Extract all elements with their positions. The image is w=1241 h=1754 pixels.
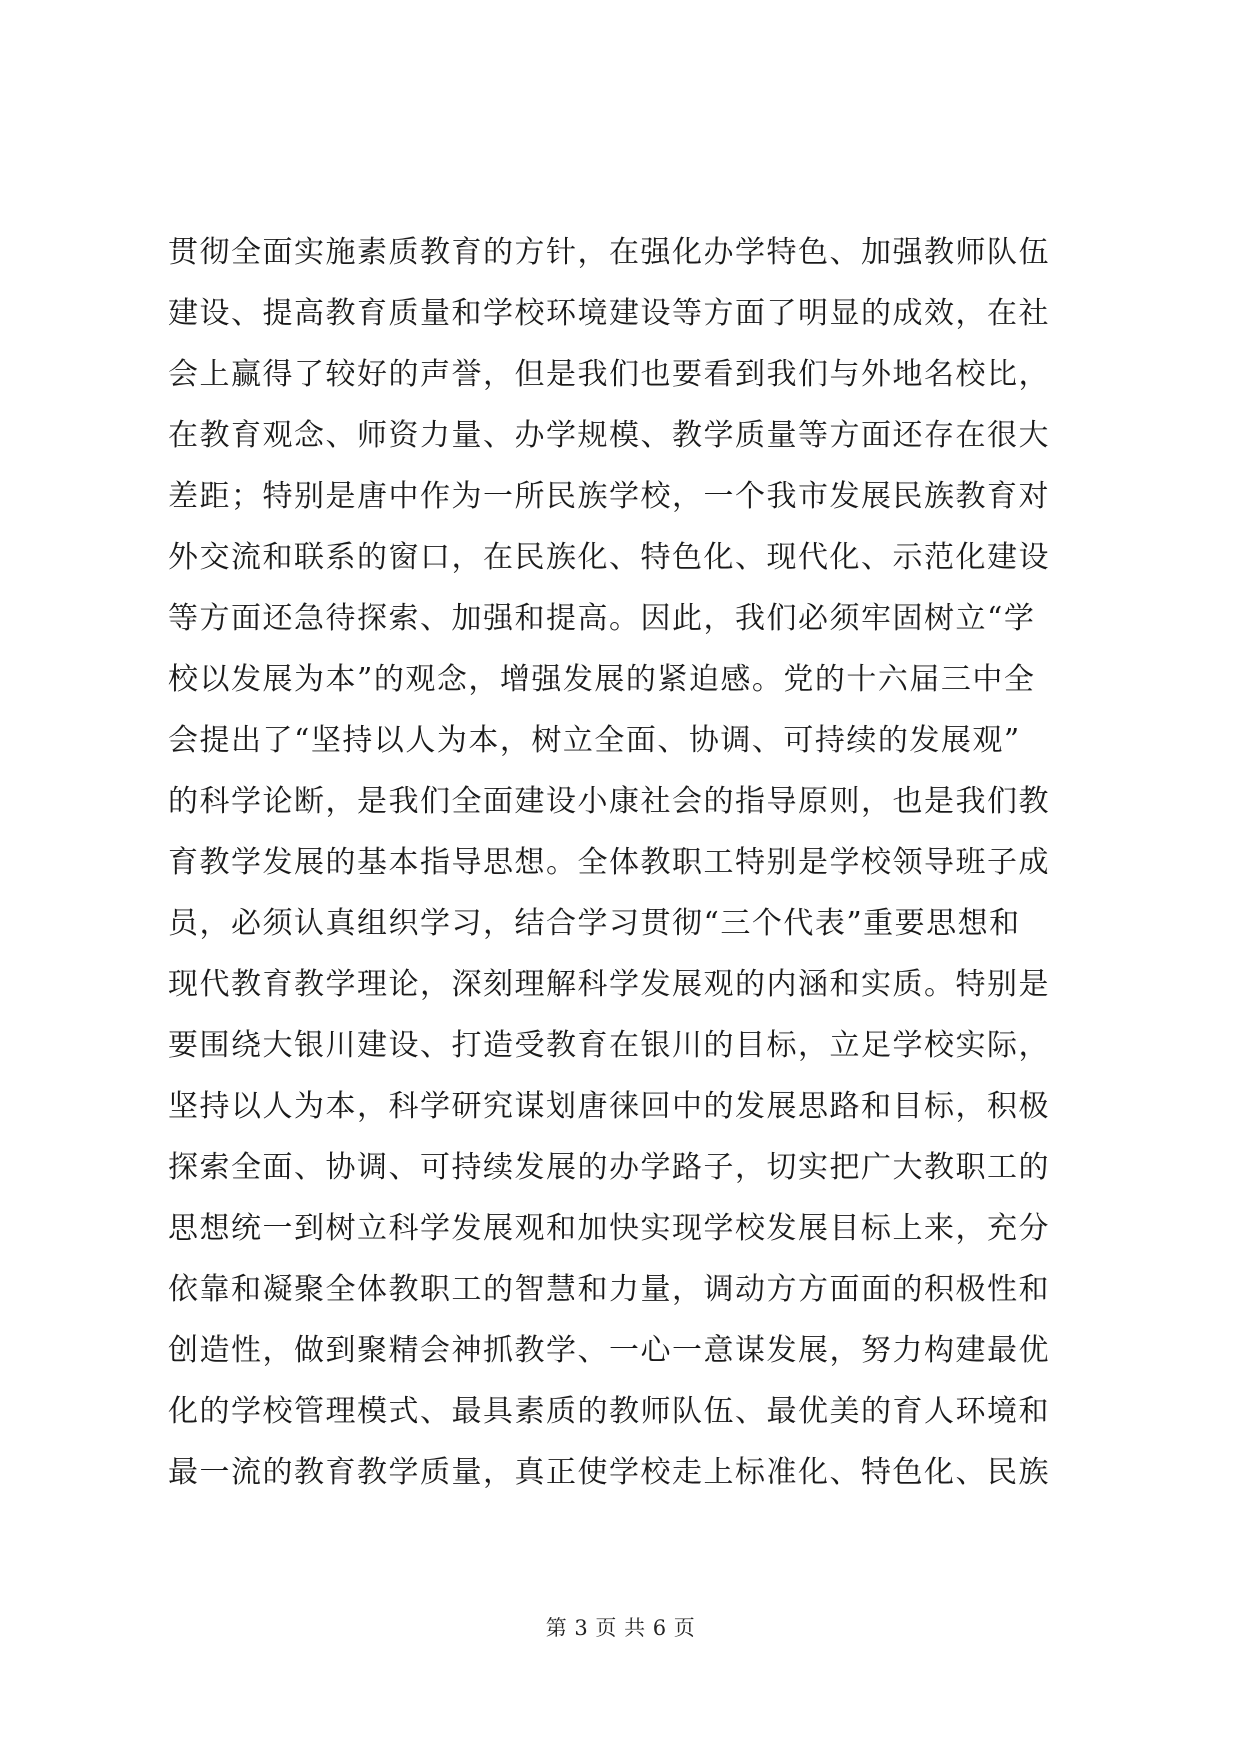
body-text (168, 222, 1098, 1503)
text-line: 等方面还急待探索、加强和提高。因此，我们必须牢固树立“学 (168, 601, 1036, 636)
text-line: 最一流的教育教学质量，真正使学校走上标准化、特色化、民族 (168, 1455, 1050, 1490)
text-line: 贯彻全面实施素质教育的方针，在强化办学特色、加强教师队伍 (168, 235, 1050, 270)
text-line: 在教育观念、师资力量、办学规模、教学质量等方面还存在很大 (168, 418, 1050, 453)
text-line: 外交流和联系的窗口，在民族化、特色化、现代化、示范化建设 (168, 540, 1050, 575)
text-line: 员，必须认真组织学习，结合学习贯彻“三个代表”重要思想和 (168, 906, 1021, 941)
text-line: 会上赢得了较好的声誉，但是我们也要看到我们与外地名校比， (168, 357, 1050, 392)
text-line: 坚持以人为本，科学研究谋划唐徕回中的发展思路和目标，积极 (168, 1089, 1050, 1124)
text-line: 思想统一到树立科学发展观和加快实现学校发展目标上来，充分 (168, 1211, 1050, 1246)
text-line: 探索全面、协调、可持续发展的办学路子，切实把广大教职工的 (168, 1150, 1050, 1185)
text-line: 差距；特别是唐中作为一所民族学校，一个我市发展民族教育对 (168, 479, 1050, 514)
text-line: 化的学校管理模式、最具素质的教师队伍、最优美的育人环境和 (168, 1394, 1050, 1429)
text-line: 要围绕大银川建设、打造受教育在银川的目标，立足学校实际， (168, 1028, 1050, 1063)
page-number-footer: 第 3 页 共 6 页 (545, 1616, 696, 1640)
text-line: 创造性，做到聚精会神抓教学、一心一意谋发展，努力构建最优 (168, 1333, 1050, 1368)
text-line: 育教学发展的基本指导思想。全体教职工特别是学校领导班子成 (168, 845, 1050, 880)
text-line: 依靠和凝聚全体教职工的智慧和力量，调动方方面面的积极性和 (168, 1272, 1050, 1307)
text-line: 建设、提高教育质量和学校环境建设等方面了明显的成效，在社 (168, 296, 1050, 331)
text-line: 的科学论断，是我们全面建设小康社会的指导原则，也是我们教 (168, 784, 1050, 819)
text-line: 会提出了“坚持以人为本，树立全面、协调、可持续的发展观” (168, 723, 1021, 758)
text-line: 校以发展为本”的观念，增强发展的紧迫感。党的十六届三中全 (168, 662, 1036, 697)
text-line: 现代教育教学理论，深刻理解科学发展观的内涵和实质。特别是 (168, 967, 1050, 1002)
